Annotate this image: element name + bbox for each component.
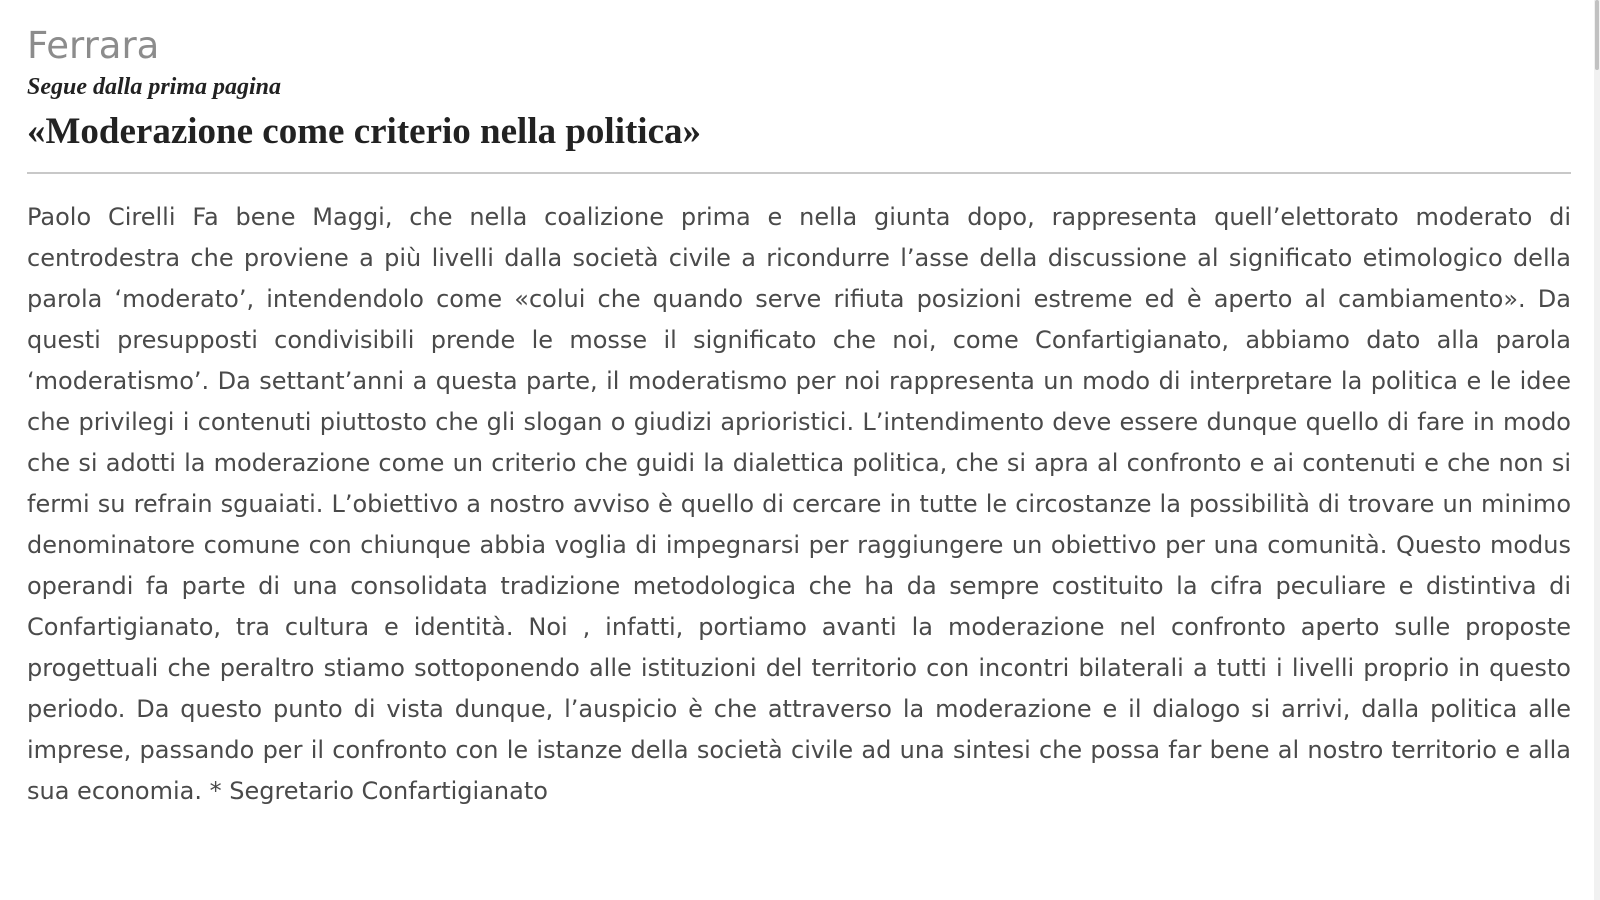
scrollbar-thumb[interactable] (1595, 0, 1599, 70)
section-title: Ferrara (27, 24, 160, 67)
article-body: Paolo Cirelli Fa bene Maggi, che nella coalizione prima e nella giunta dopo, rappresenta quell’elettorato moderato di centrodestra che proviene a più livelli dalla società civile a ricondurre l’asse della discussione al significato etimologico della parola ‘moderato’, intendendolo come «colui che quando serve rifiuta posizioni estreme ed è aperto al cambiamento». Da questi presupposti condivisibili prende le mosse il significato che noi, come Confartigianato, abbiamo dato alla parola ‘moderatismo’. Da settant’anni a questa parte, il moderatismo per noi rappresenta un modo di interpretare la politica e le idee che privilegi i contenuti piuttosto che gli slogan o giudizi aprioristici. L’intendimento deve essere dunque quello di fare in modo che si adotti la moderazione come un criterio che guidi la dialettica politica, che si apra al confronto e ai contenuti e che non si fermi su refrain sguaiati. L’obiettivo a nostro avviso è quello di cercare in tutte le circostanze la possibilità di trovare un minimo denominatore comune con chiunque abbia voglia di impegnarsi per raggiungere un obiettivo per una comunità. Questo modus operandi fa parte di una consolidata tradizione metodologica che ha da sempre costituito la cifra peculiare e distintiva di Confartigianato, tra cultura e identità. Noi , infatti, portiamo avanti la moderazione nel confronto aperto sulle proposte progettuali che peraltro stiamo sottoponendo alle istituzioni del territorio con incontri bilaterali a tutti i livelli proprio in questo periodo. Da questo punto di vista dunque, l’auspicio è che attraverso la moderazione e il dialogo si arrivi, dalla politica alle imprese, passando per il confronto con le istanze della società civile ad una sintesi che possa far bene al nostro territorio e alla sua economia. * Segretario Confartigianato (27, 203, 1571, 805)
article-kicker: Segue dalla prima pagina (27, 74, 282, 100)
article-page (27, 22, 1571, 812)
vertical-scrollbar[interactable] (1594, 0, 1600, 900)
article-headline: «Moderazione come criterio nella politica» (27, 111, 702, 152)
headline-divider (27, 172, 1571, 174)
